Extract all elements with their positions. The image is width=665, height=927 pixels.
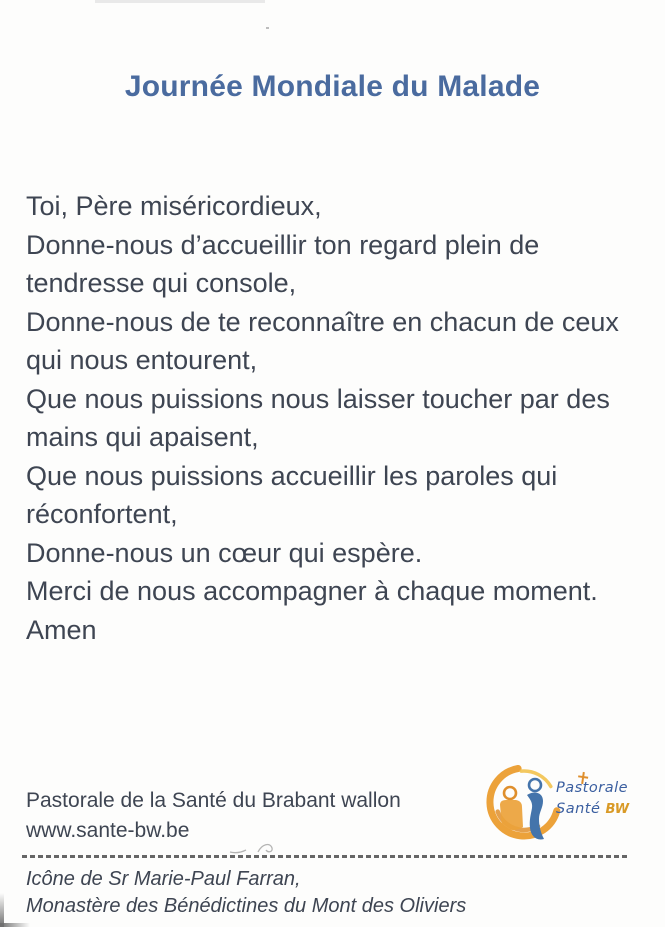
logo-text — [556, 778, 629, 820]
dashed-separator — [22, 855, 628, 858]
prayer-line: Que nous puissions accueillir les paroles qui — [26, 460, 558, 491]
prayer-line: Donne-nous de te reconnaître en chacun de ceux — [26, 306, 619, 337]
scan-edge-artifact-bottom — [0, 923, 30, 927]
logo-figure-right-head — [529, 779, 541, 791]
prayer-line: Que nous puissions nous laisser toucher par des — [26, 383, 610, 414]
footer-organization-block — [26, 786, 401, 846]
footer-website: www.sante-bw.be — [26, 819, 190, 842]
logo-figure-left-body — [500, 800, 523, 830]
cross-icon — [576, 770, 590, 786]
prayer-line: Amen — [26, 614, 97, 645]
prayer-line: mains qui apaisent, — [26, 422, 259, 452]
logo-text-sante: Santé — [556, 801, 601, 817]
pastorale-sante-bw-logo — [483, 757, 663, 852]
prayer-line: Toi, Père miséricordieux, — [26, 191, 322, 221]
prayer-line: Merci de nous accompagner à chaque moment. — [26, 576, 598, 606]
prayer-line: Donne-nous un cœur qui espère. — [26, 537, 423, 568]
prayer-text — [26, 187, 651, 649]
scan-edge-artifact-left — [0, 893, 4, 927]
credits-block — [26, 866, 466, 920]
logo-figure-left-head — [504, 787, 516, 799]
prayer-line: Donne-nous d’accueillir ton regard plein de — [26, 229, 540, 260]
page-title: Journée Mondiale du Malade — [124, 70, 541, 103]
prayer-line: réconfortent, — [26, 499, 178, 529]
credit-author: Icône de Sr Marie-Paul Farran, — [26, 868, 301, 890]
pencil-mark-artifact — [228, 839, 280, 857]
footer-organization: Pastorale de la Santé du Brabant wallon — [26, 789, 401, 812]
logo-text-bw: BW — [605, 802, 630, 817]
prayer-line: tendresse qui console, — [26, 268, 297, 298]
prayer-line: qui nous entourent, — [26, 345, 258, 375]
logo-text-pastorale: Pastorale — [556, 780, 629, 796]
credit-monastery: Monastère des Bénédictines du Mont des Oliviers — [26, 895, 467, 917]
scan-speck-artifact — [266, 27, 269, 29]
scan-edge-artifact-top — [95, 0, 265, 3]
